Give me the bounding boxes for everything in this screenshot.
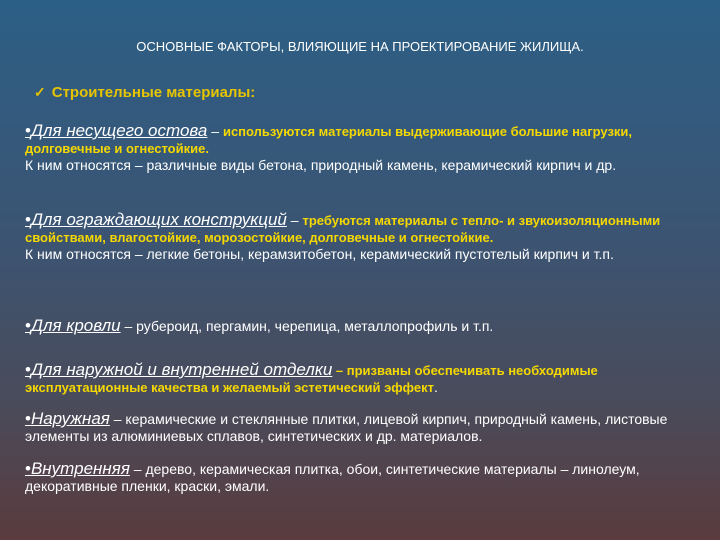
- item-enclosing: [25, 211, 695, 263]
- bullet-icon: •: [25, 409, 31, 428]
- item-interior: [25, 460, 695, 495]
- bullet-icon: •: [25, 210, 31, 229]
- section-subtitle: [34, 84, 255, 101]
- item-body: – рубероид, пергамин, черепица, металлопрофиль и т.п.: [120, 318, 494, 334]
- bullet-icon: •: [25, 121, 31, 140]
- item-heading: Для несущего остова: [30, 121, 208, 140]
- item-note: требуются материалы с тепло- и звукоизоляционными свойствами, влагостойкие, морозостойкие, долговечные и огнестойкие.: [25, 213, 661, 245]
- item-heading: Для наружной и внутренней отделки: [30, 360, 333, 379]
- slide-title: ОСНОВНЫЕ ФАКТОРЫ, ВЛИЯЮЩИЕ НА ПРОЕКТИРОВАНИЕ ЖИЛИЩА.: [136, 39, 584, 54]
- subtitle-text: Строительные материалы:: [51, 84, 256, 101]
- bullet-icon: •: [25, 360, 31, 379]
- bullet-icon: •: [25, 459, 31, 478]
- item-end: .: [434, 379, 438, 395]
- item-body: К ним относятся – легкие бетоны, керамзитобетон, керамический пустотелый кирпич и т.п.: [25, 246, 614, 262]
- checkmark-icon: ✓: [34, 84, 46, 100]
- item-finishing: [25, 361, 695, 396]
- item-heading: Внутренняя: [30, 459, 130, 478]
- item-note: используются материалы выдерживающие большие нагрузки, долговечные и огнестойкие.: [25, 124, 633, 156]
- item-body: – керамические и стеклянные плитки, лицевой кирпич, природный камень, листовые элементы из алюминиевых сплавов, синтетических и др. материалов.: [25, 411, 668, 444]
- item-exterior: [25, 410, 695, 445]
- item-dash: –: [286, 212, 303, 228]
- item-note: – призваны обеспечивать необходимые эксплуатационные качества и желаемый эстетический эффект: [25, 363, 598, 395]
- item-body: К ним относятся – различные виды бетона, природный камень, керамический кирпич и др.: [25, 157, 617, 173]
- item-body: – дерево, керамическая плитка, обои, синтетические материалы – линолеум, декоративные пленки, краски, эмали.: [25, 461, 640, 494]
- item-load-bearing: [25, 122, 695, 174]
- item-dash: –: [207, 123, 223, 139]
- item-roof: [25, 317, 695, 335]
- item-heading: Наружная: [30, 409, 110, 428]
- item-heading: Для ограждающих конструкций: [30, 210, 287, 229]
- item-heading: Для кровли: [30, 316, 121, 335]
- bullet-icon: •: [25, 316, 31, 335]
